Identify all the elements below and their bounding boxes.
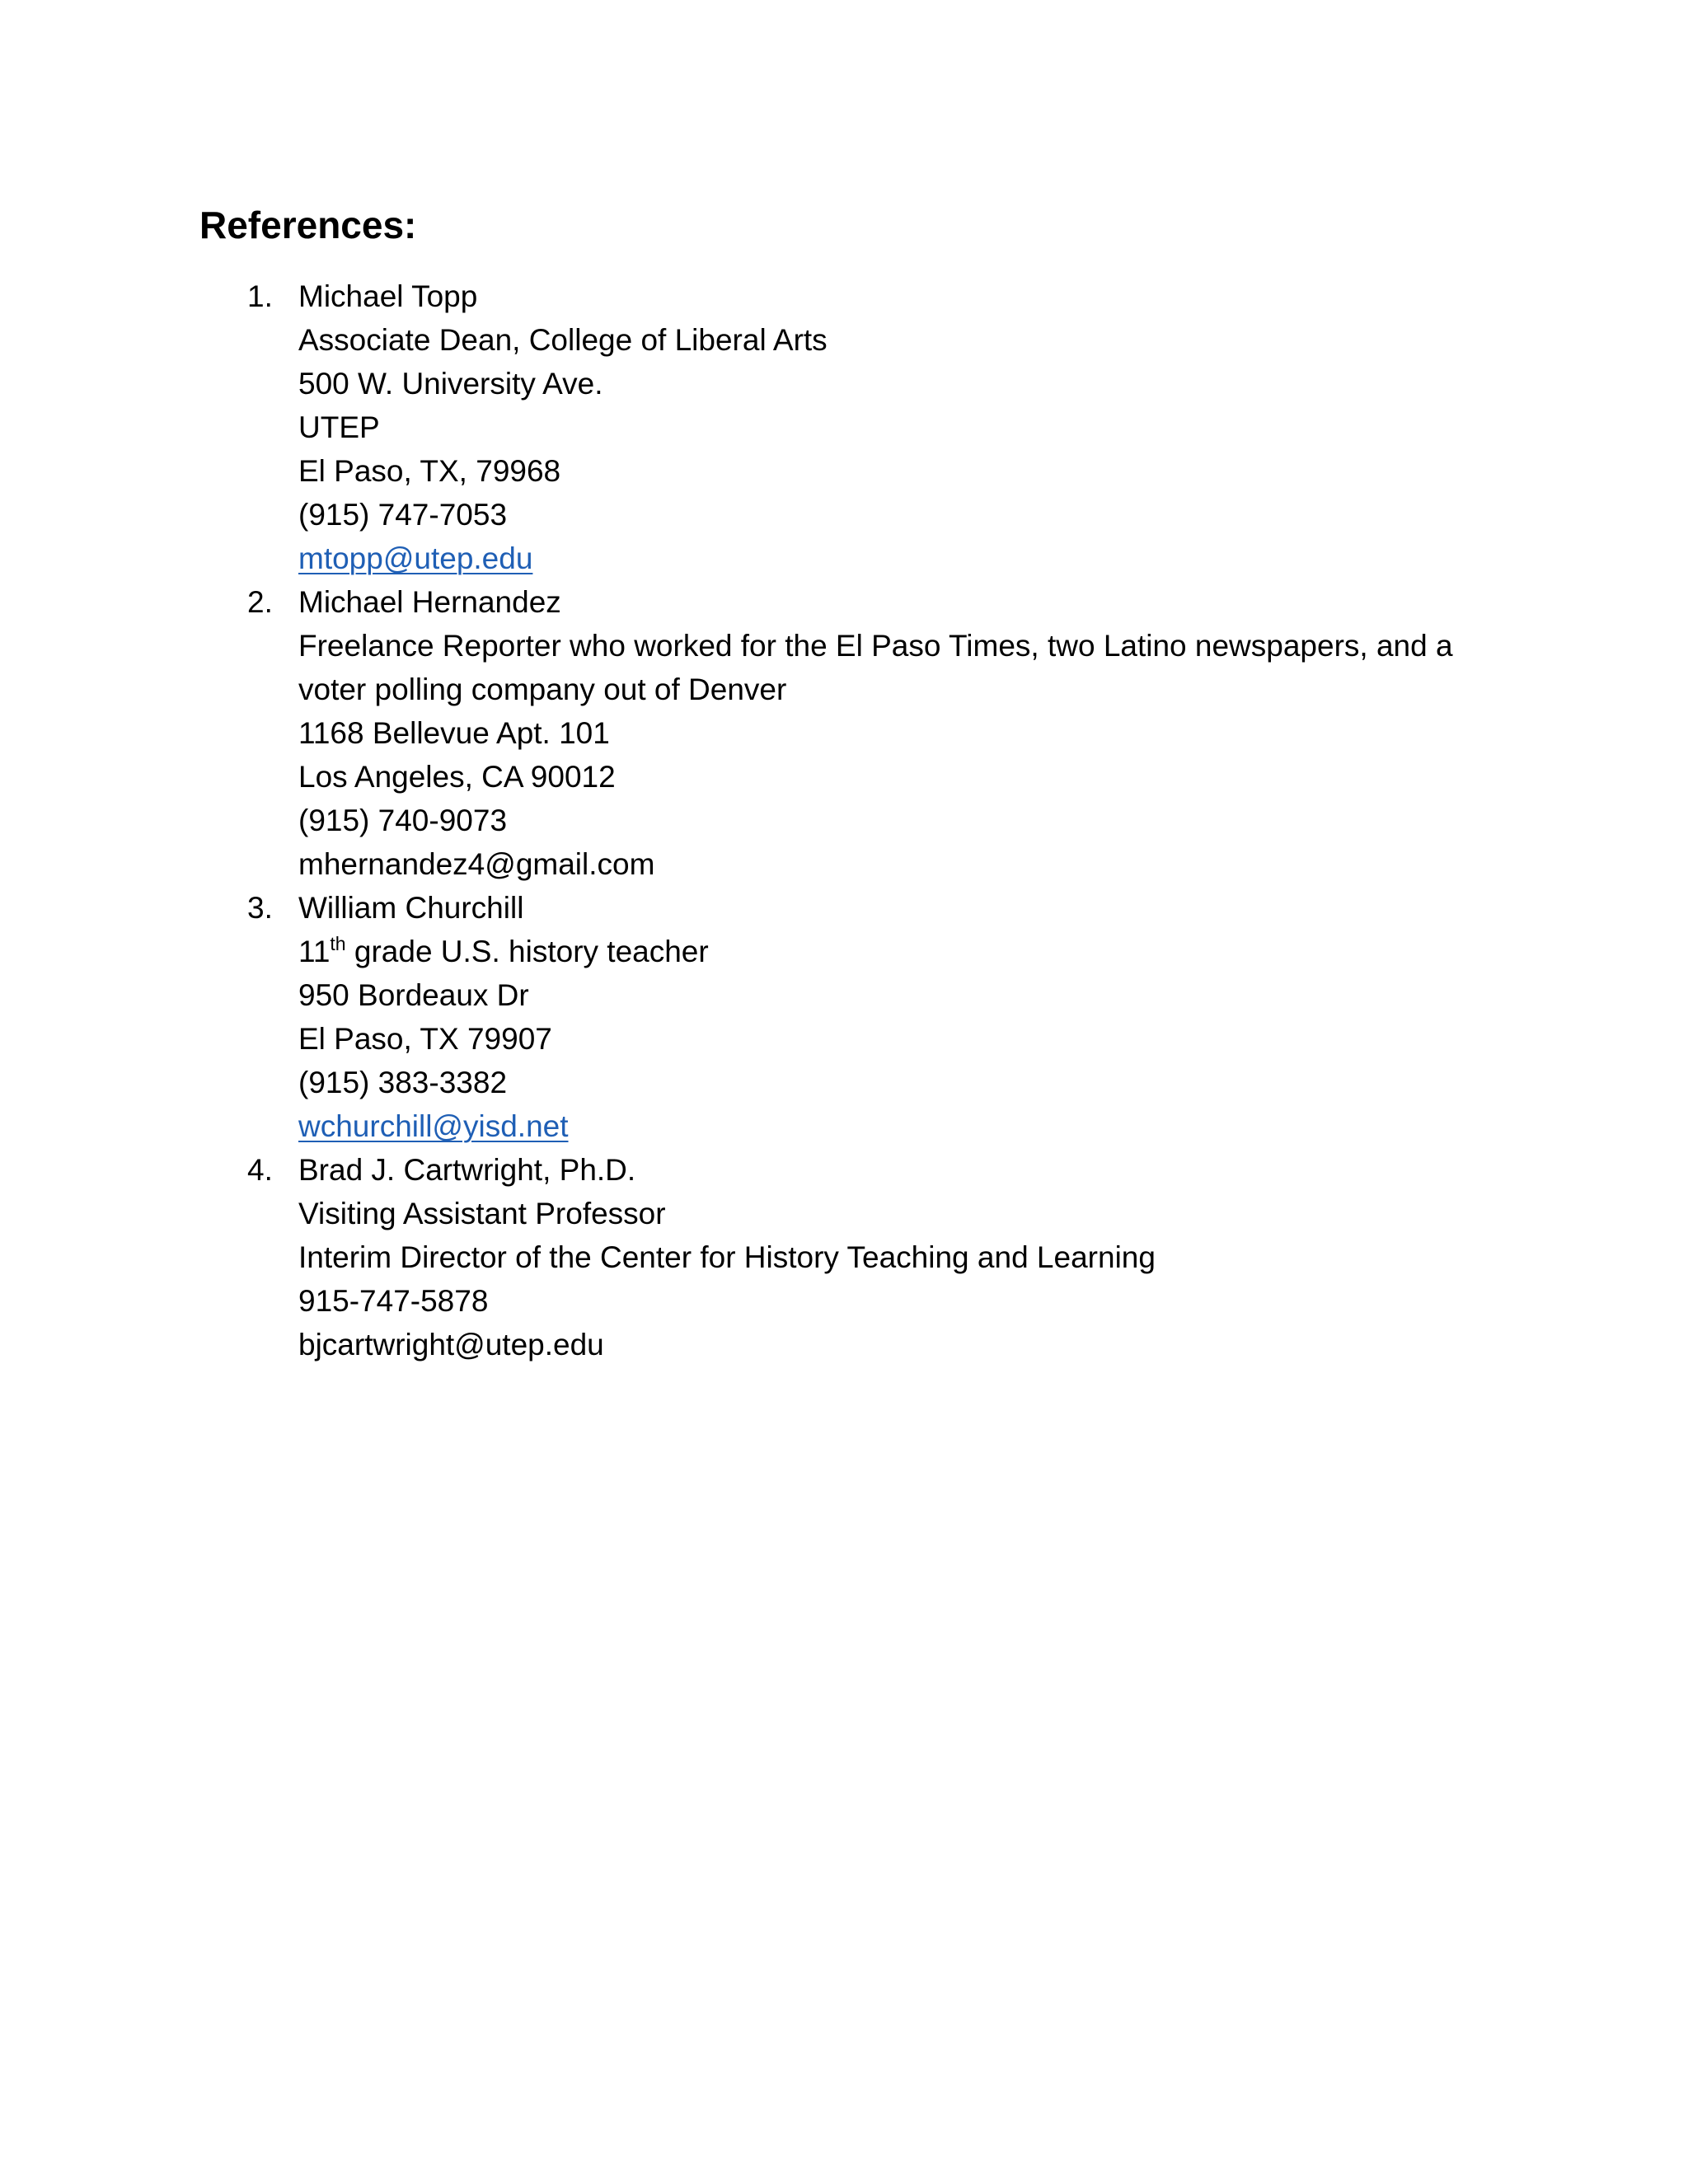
reference-address: 500 W. University Ave. <box>298 367 603 401</box>
reference-institution: UTEP <box>298 410 380 444</box>
reference-email-link[interactable]: wchurchill@yisd.net <box>298 1109 569 1143</box>
reference-phone: (915) 740-9073 <box>298 804 508 837</box>
reference-title: Associate Dean, College of Liberal Arts <box>298 323 828 357</box>
reference-city: El Paso, TX 79907 <box>298 1022 552 1056</box>
reference-title: Visiting Assistant Professor <box>298 1197 666 1230</box>
references-list <box>247 274 1533 1366</box>
reference-title <box>298 930 1533 973</box>
reference-number: 1. <box>247 279 273 313</box>
reference-email: mhernandez4@gmail.com <box>298 847 655 881</box>
reference-number: 4. <box>247 1153 273 1187</box>
reference-address: 1168 Bellevue Apt. 101 <box>298 716 610 750</box>
reference-item <box>247 1148 1533 1366</box>
page-title: References: <box>199 204 417 246</box>
reference-name: Michael Topp <box>298 279 478 313</box>
reference-phone: (915) 747-7053 <box>298 498 508 532</box>
title-ordinal-suffix: th <box>330 933 346 954</box>
reference-name: Michael Hernandez <box>298 585 561 619</box>
reference-city: El Paso, TX, 79968 <box>298 454 561 488</box>
reference-name: Brad J. Cartwright, Ph.D. <box>298 1153 636 1187</box>
reference-item <box>247 886 1533 1148</box>
title-text: grade U.S. history teacher <box>345 935 709 968</box>
reference-number: 3. <box>247 891 273 925</box>
title-ordinal: 11 <box>298 935 331 968</box>
reference-phone: (915) 383-3382 <box>298 1066 508 1099</box>
reference-title-secondary: Interim Director of the Center for History Teaching and Learning <box>298 1240 1156 1274</box>
reference-address: 950 Bordeaux Dr <box>298 978 529 1012</box>
reference-number: 2. <box>247 585 273 619</box>
reference-city: Los Angeles, CA 90012 <box>298 760 616 794</box>
reference-email-link[interactable]: mtopp@utep.edu <box>298 541 533 575</box>
reference-phone: 915-747-5878 <box>298 1284 489 1318</box>
reference-title: Freelance Reporter who worked for the El Paso Times, two Latino newspapers, and a voter polling company out of Denver <box>298 629 1453 706</box>
reference-email: bjcartwright@utep.edu <box>298 1328 604 1361</box>
reference-item <box>247 274 1533 580</box>
reference-name: William Churchill <box>298 891 524 925</box>
reference-item <box>247 580 1533 886</box>
